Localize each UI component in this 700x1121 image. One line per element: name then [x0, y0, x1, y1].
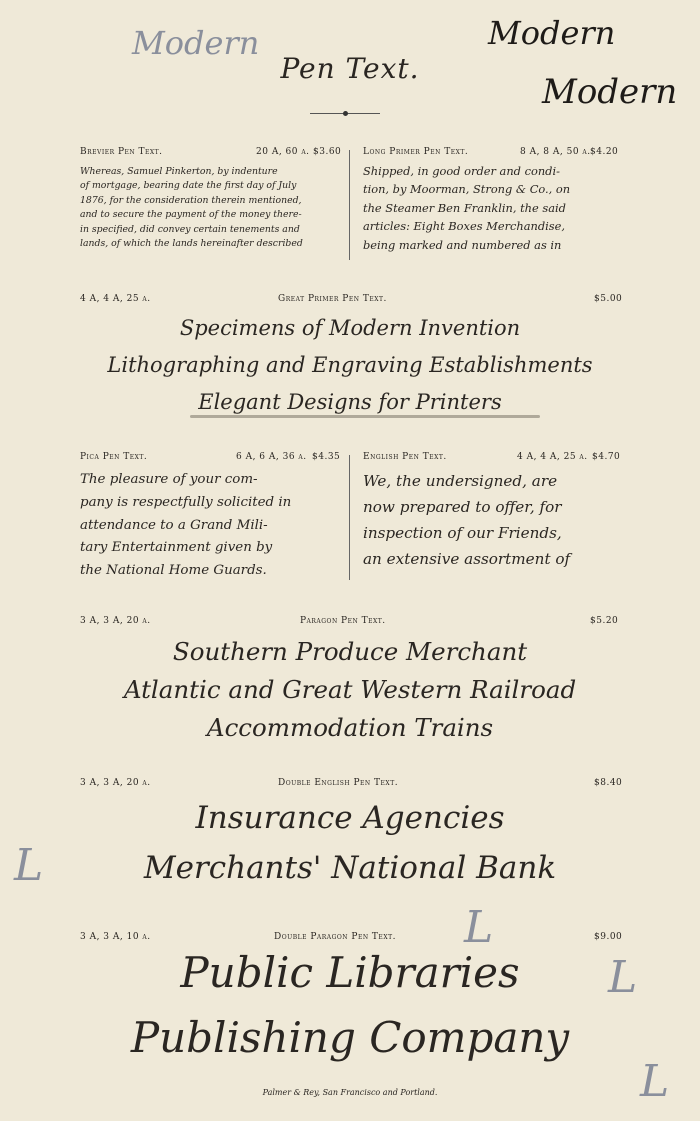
- pica-line: The pleasure of your com-: [80, 472, 258, 487]
- english-line: an extensive assortment of: [363, 550, 571, 569]
- brevier-line: and to secure the payment of the money there-: [80, 209, 302, 221]
- pica-price: $4.35: [312, 452, 341, 462]
- double-english-qty: 3 A, 3 A, 20 a.: [80, 778, 151, 788]
- brevier-name: Brevier Pen Text.: [80, 147, 163, 157]
- pica-qty: 6 A, 6 A, 36 a.: [236, 452, 307, 462]
- brevier-line: of mortgage, bearing date the first day of July: [80, 180, 297, 192]
- paragon-qty: 3 A, 3 A, 20 a.: [80, 616, 151, 626]
- column-divider: [349, 150, 350, 260]
- great-primer-line: Elegant Designs for Printers: [198, 390, 502, 414]
- ornament-letter: L: [640, 1056, 670, 1107]
- printer-credit: Palmer & Rey, San Francisco and Portland.: [262, 1088, 438, 1097]
- english-line: We, the undersigned, are: [363, 472, 558, 490]
- double-paragon-name: Double Paragon Pen Text.: [274, 932, 396, 942]
- english-price: $4.70: [592, 452, 621, 462]
- english-line: inspection of our Friends,: [363, 524, 562, 543]
- brevier-price: $3.60: [313, 147, 342, 157]
- double-paragon-qty: 3 A, 3 A, 10 a.: [80, 932, 151, 942]
- great-primer-name: Great Primer Pen Text.: [278, 294, 387, 304]
- pica-line: pany is respectfully solicited in: [80, 494, 292, 510]
- long-primer-line: Shipped, in good order and condi-: [363, 164, 560, 178]
- pica-line: the National Home Guards.: [80, 563, 267, 579]
- ornament-letter: L: [464, 902, 494, 953]
- english-qty: 4 A, 4 A, 25 a.: [517, 452, 588, 462]
- brevier-paragraph: [80, 165, 338, 251]
- ornament-letter: L: [608, 952, 638, 1003]
- long-primer-paragraph: [363, 162, 623, 254]
- pica-name: Pica Pen Text.: [80, 452, 148, 462]
- double-paragon-line: Publishing Company: [130, 1013, 570, 1062]
- pica-paragraph: [80, 469, 342, 583]
- long-primer-qty: 8 A, 8 A, 50 a.: [520, 147, 591, 157]
- ornament-letter: L: [14, 840, 44, 891]
- title-ornament: [343, 111, 348, 116]
- great-primer-price: $5.00: [594, 294, 623, 304]
- long-primer-name: Long Primer Pen Text.: [363, 147, 469, 157]
- double-paragon-price: $9.00: [594, 932, 623, 942]
- ink-smudge: [190, 415, 540, 418]
- modern-specimen-right-top: Modern: [488, 14, 616, 52]
- long-primer-line: articles: Eight Boxes Merchandise,: [363, 219, 566, 234]
- brevier-qty: 20 A, 60 a.: [256, 147, 310, 157]
- english-paragraph: [363, 468, 625, 573]
- brevier-line: lands, of which the lands hereinafter described: [80, 238, 303, 250]
- long-primer-price: $4.20: [590, 147, 619, 157]
- double-english-line: Insurance Agencies: [195, 800, 505, 836]
- english-name: English Pen Text.: [363, 452, 447, 462]
- paragon-price: $5.20: [590, 616, 619, 626]
- pica-line: tary Entertainment given by: [80, 540, 273, 556]
- english-line: now prepared to offer, for: [363, 498, 562, 517]
- pica-line: attendance to a Grand Mili-: [80, 517, 268, 533]
- double-english-price: $8.40: [594, 778, 623, 788]
- great-primer-qty: 4 A, 4 A, 25 a.: [80, 294, 151, 304]
- great-primer-line: Lithographing and Engraving Establishments: [107, 353, 593, 377]
- brevier-line: Whereas, Samuel Pinkerton, by indenture: [80, 166, 278, 177]
- double-english-name: Double English Pen Text.: [278, 778, 399, 788]
- paragon-line: Southern Produce Merchant: [172, 637, 528, 666]
- page-title: Pen Text.: [280, 52, 420, 85]
- long-primer-line: being marked and numbered as in: [363, 237, 562, 252]
- paragon-line: Accommodation Trains: [206, 713, 494, 742]
- long-primer-line: the Steamer Ben Franklin, the said: [363, 200, 566, 215]
- modern-specimen-left: Modern: [132, 24, 260, 62]
- great-primer-line: Specimens of Modern Invention: [179, 316, 521, 340]
- brevier-line: 1876, for the consideration therein mentioned,: [80, 194, 302, 206]
- double-paragon-line: Public Libraries: [180, 948, 520, 997]
- paragon-line: Atlantic and Great Western Railroad: [123, 675, 577, 704]
- column-divider: [349, 455, 350, 580]
- paragon-name: Paragon Pen Text.: [300, 616, 386, 626]
- long-primer-line: tion, by Moorman, Strong & Co., on: [363, 182, 571, 197]
- modern-specimen-right-bottom: Modern: [542, 72, 678, 112]
- brevier-line: in specified, did convey certain tenements and: [80, 223, 300, 235]
- double-english-line: Merchants' National Bank: [143, 850, 557, 886]
